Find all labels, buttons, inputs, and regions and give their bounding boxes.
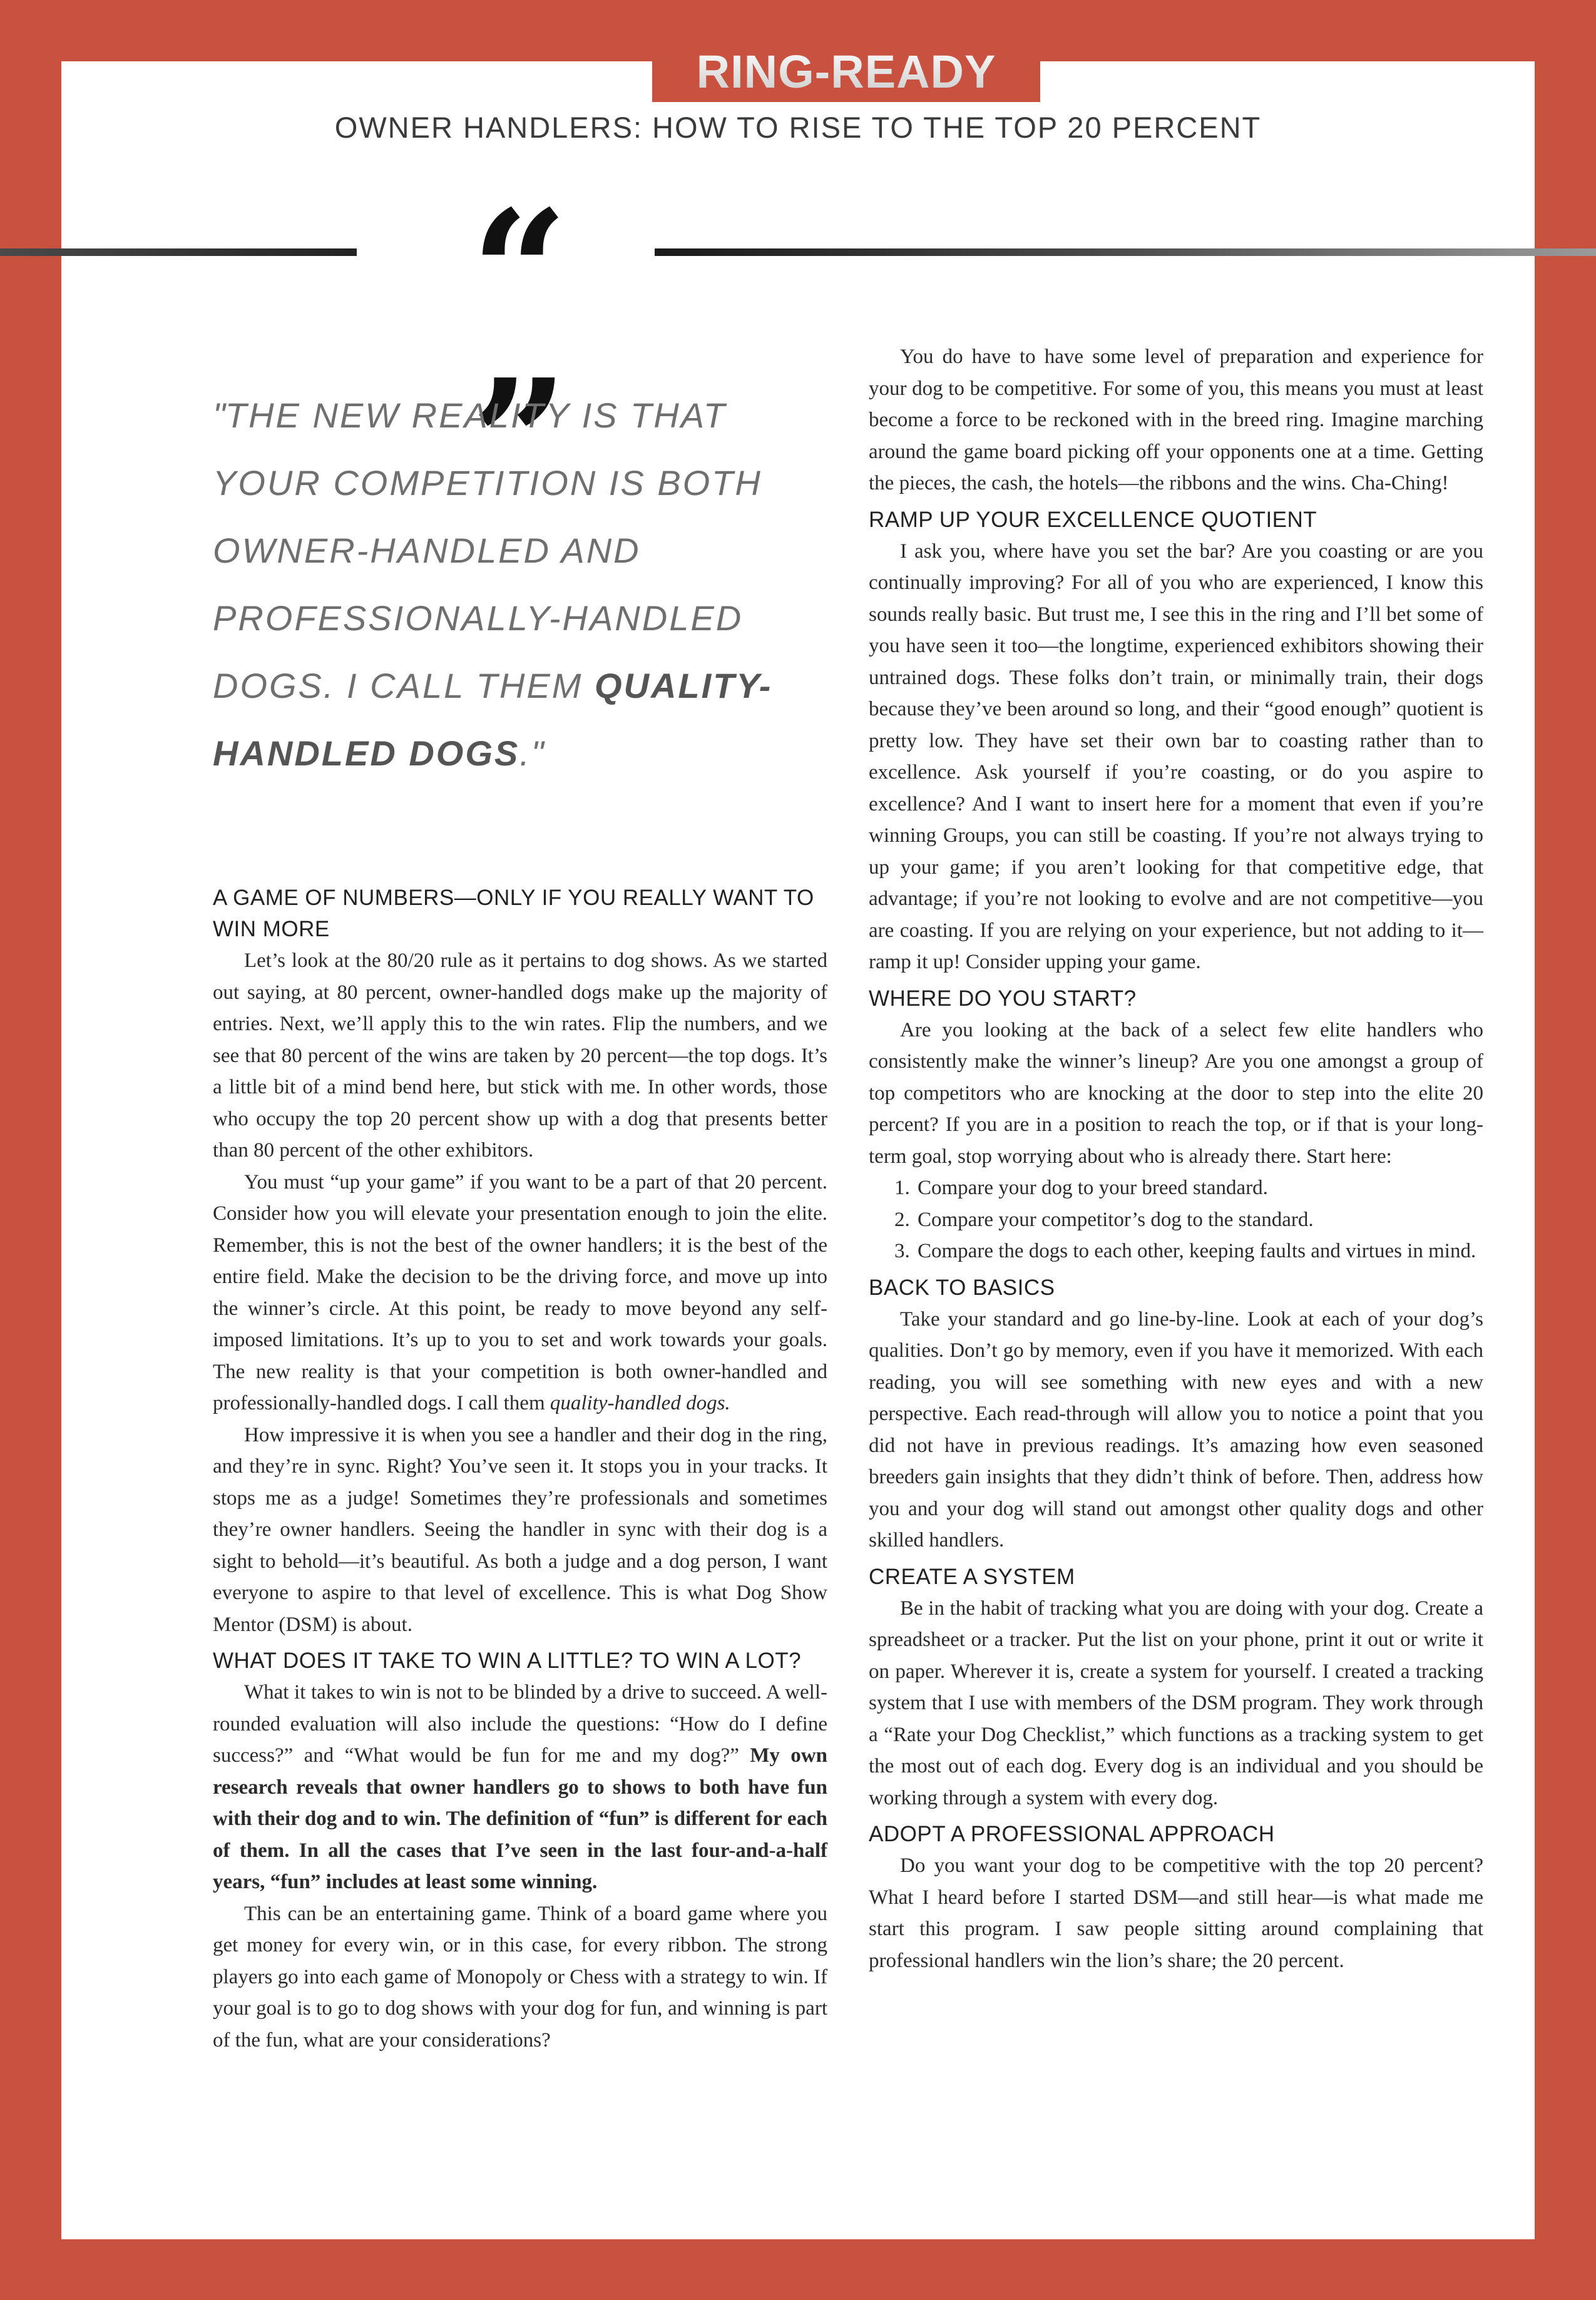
list-item: 1. Compare your dog to your breed standard. xyxy=(915,1172,1483,1204)
right-column xyxy=(869,341,1483,1976)
heading-game-of-numbers: A GAME OF NUMBERS—ONLY IF YOU REALLY WANT TO WIN MORE xyxy=(213,886,814,941)
left-column xyxy=(213,877,827,2056)
heading-back-to-basics: BACK TO BASICS xyxy=(869,1275,1055,1300)
paragraph: Do you want your dog to be competitive with the top 20 percent? What I heard before I started DSM—and still hear—is what made me start this program. I saw people sitting around complaining that professional handlers win the lion’s share; the 20 percent. xyxy=(869,1854,1483,1972)
list-item: 3. Compare the dogs to each other, keeping faults and virtues in mind. xyxy=(915,1235,1483,1267)
divider-left xyxy=(0,248,357,256)
paragraph: This can be an entertaining game. Think of a board game where you get money for every win, or in this case, for every ribbon. The strong players go into each game of Monopoly or Chess with a strategy to win. If your goal is to go to dog shows with your dog for fun, and winning is part of the fun, what are your considerations? xyxy=(213,1902,827,2052)
heading-create-system: CREATE A SYSTEM xyxy=(869,1564,1075,1589)
heading-professional-approach: ADOPT A PROFESSIONAL APPROACH xyxy=(869,1822,1275,1846)
paragraph-text: You must “up your game” if you want to be a part of that 20 percent. Consider how you will elevate your presentation enough to join the elite. Remember, this is not the best of the owner handlers; it is the best of the entire field. Make the decision to be the driving force, and move up into the winner’s circle. At this point, be ready to move beyond any self-imposed limitations. It’s up to you to set and work towards your goals. The new reality is that your competition is both owner-handled and professionally-handled dogs. I call them xyxy=(213,1170,827,1414)
heading-where-to-start: WHERE DO YOU START? xyxy=(869,986,1137,1011)
paragraph: Let’s look at the 80/20 rule as it pertains to dog shows. As we started out saying, at 80 percent, owner-handled dogs make up the majority of entries. Next, we’ll apply this to the win rates. Flip the numbers, and we see that 80 percent of the wins are taken by 20 percent—the top dogs. It’s a little bit of a mind bend here, but stick with me. In other words, those who occupy the top 20 percent show up with a dog that presents better than 80 percent of the other exhibitors. xyxy=(213,949,827,1162)
paragraph: Take your standard and go line-by-line. Look at each of your dog’s qualities. Don’t go by memory, even if you have it memorized. With each reading, you will see something with new eyes and with a new perspective. Each read-through will allow you to notice a point that you did not have in previous readings. It’s amazing how even seasoned breeders gain insights that they didn’t think of before. Then, address how you and your dog will stand out amongst other quality dogs and other skilled handlers. xyxy=(869,1307,1483,1551)
section-banner xyxy=(652,41,1040,102)
banner-title: RING-READY xyxy=(696,46,996,98)
paragraph: I ask you, where have you set the bar? Are you coasting or are you continually improving? For all of you who are experienced, I know this sounds really basic. But trust me, I see this in the ring and I’ll bet some of you have seen it too—the longtime, experienced exhibitors showing their untrained dogs. These folks don’t train, or minimally train, their dogs because they’ve been around so long, and their “good enough” quotient is pretty low. They have set their own bar to coasting rather than to excellence. Ask yourself if you’re coasting, or do you aspire to excellence? And I want to insert here for a moment that even if you’re winning Groups, you can still be coasting. If you’re not always trying to up your game; if you aren’t looking for that competitive edge, that advantage; if you’re not looking to evolve and are not competitive—you are coasting. If you are relying on your experience, but not adding to it—ramp it up! Consider upping your game. xyxy=(869,539,1483,973)
paragraph: How impressive it is when you see a handler and their dog in the ring, and they’re in sync. Right? You’ve seen it. It stops you in your tracks. It stops me as a judge! Sometimes they’re professionals and sometimes they’re owner handlers. Seeing the handler in sync with their dog is a sight to behold—it’s beautiful. As both a judge and a dog person, I want everyone to aspire to that level of excellence. This is what Dog Show Mentor (DSM) is about. xyxy=(213,1423,827,1636)
paragraph xyxy=(213,1677,827,1898)
article-subtitle: OWNER HANDLERS: HOW TO RISE TO THE TOP 20 PERCENT xyxy=(334,111,1262,144)
list-item: 2. Compare your competitor’s dog to the standard. xyxy=(915,1204,1483,1236)
paragraph: Be in the habit of tracking what you are doing with your dog. Create a spreadsheet or a tracker. Put the list on your phone, print it out or write it on paper. Wherever it is, create a system for yourself. I created a tracking system that I use with members of the DSM program. They work through a “Rate your Dog Checklist,” which functions as a tracking system to get the most out of each dog. Every dog is an individual and you should be working through a system with every dog. xyxy=(869,1597,1483,1809)
divider-right xyxy=(655,248,1596,256)
paragraph-bold: My own research reveals that owner handlers go to shows to both have fun with their dog and to win. The definition of “fun” is different for each of them. In all the cases that I’ve seen in the last four-and-a-half years, “fun” includes at least some winning. xyxy=(213,1744,827,1893)
pull-quote-emphasis: QUALITY-HANDLED DOGS xyxy=(213,666,773,773)
paragraph-text: What it takes to win is not to be blinded by a drive to succeed. A well-rounded evaluation will also include the questions: “How do I define success?” and “What would be fun for me and my dog?” xyxy=(213,1681,827,1767)
steps-list xyxy=(869,1172,1483,1267)
paragraph-italic: quality-handled dogs. xyxy=(550,1392,730,1414)
heading-ramp-up: RAMP UP YOUR EXCELLENCE QUOTIENT xyxy=(869,507,1317,532)
pull-quote-close: ." xyxy=(519,733,546,773)
pull-quote-open-mark: " xyxy=(213,396,225,435)
pull-quote xyxy=(213,382,832,787)
paragraph: You do have to have some level of preparation and experience for your dog to be competitive. For some of you, this means you must at least become a force to be reckoned with in the breed ring. Imagine marching around the game board picking off your opponents one at a time. Getting the pieces, the cash, the hotels—the ribbons and the wins. Cha-Ching! xyxy=(869,345,1483,494)
paragraph xyxy=(213,1167,827,1419)
heading-what-does-it-take: WHAT DOES IT TAKE TO WIN A LITTLE? TO WIN A LOT? xyxy=(213,1648,802,1673)
paragraph: Are you looking at the back of a select few elite handlers who consistently make the winner’s lineup? Are you one amongst a group of top competitors who are knocking at the door to step into the elite 20 percent? If you are in a position to reach the top, or if that is your long-term goal, stop worrying about who is already there. Start here: xyxy=(869,1018,1483,1168)
pull-quote-text: THE NEW REALITY IS THAT YOUR COMPETITION IS BOTH OWNER-HANDLED AND PROFESSIONALLY-HANDLED DOGS. I CALL THEM xyxy=(213,396,762,705)
quote-marks-icon: “ ” xyxy=(471,173,562,541)
